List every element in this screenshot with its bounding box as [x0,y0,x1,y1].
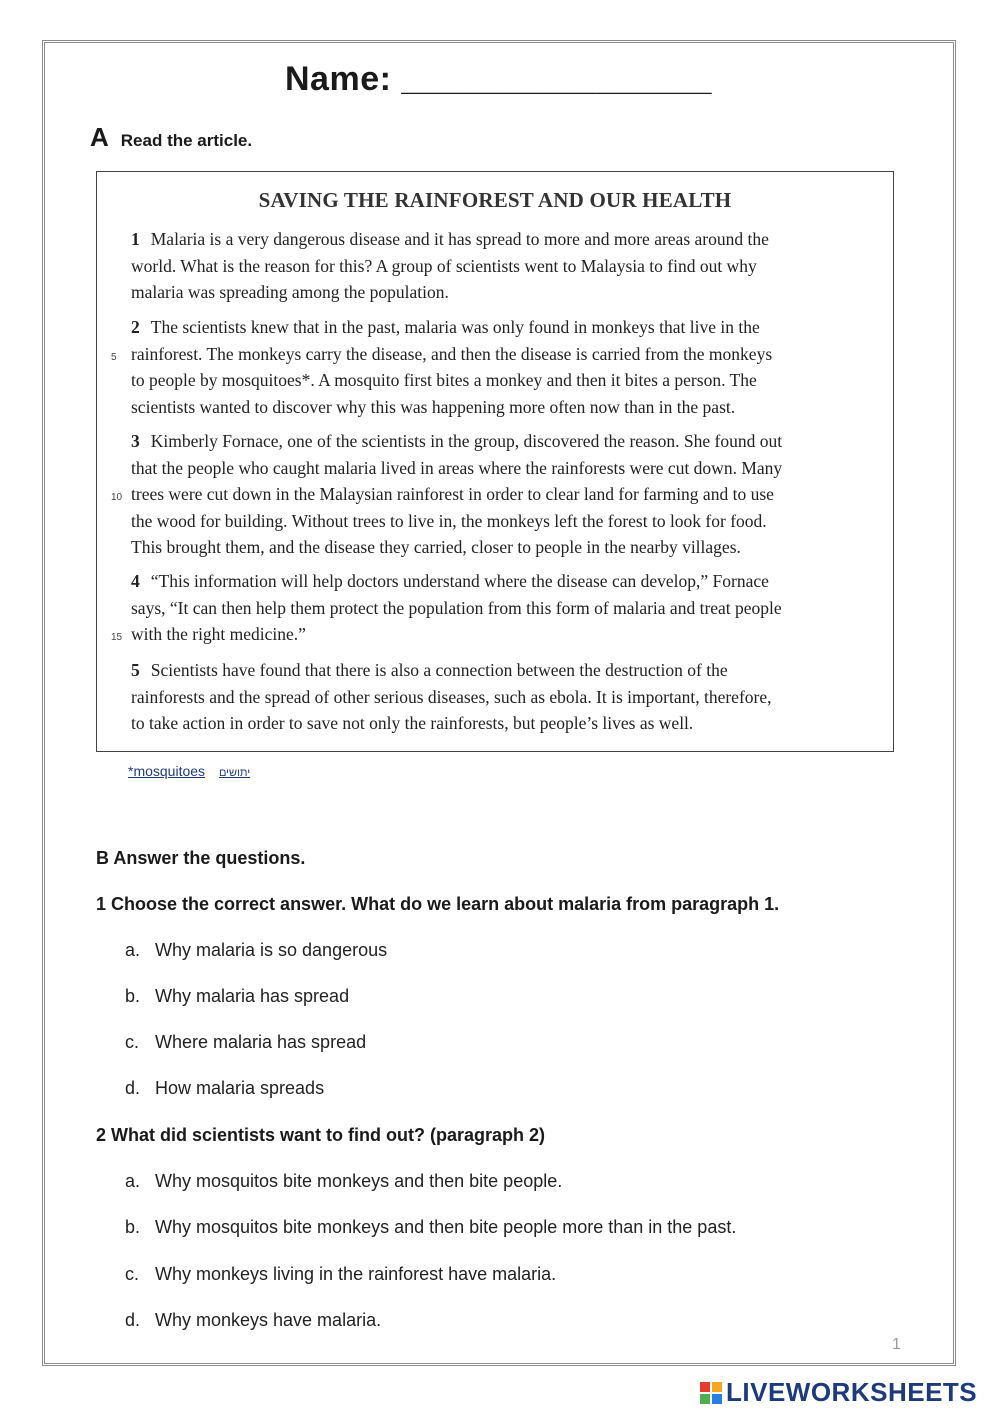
paragraph-line: scientists wanted to discover why this was happening more often now than in the past. [131,396,736,417]
section-letter: A [90,122,109,152]
option-label: a. [125,1171,141,1191]
article-box [96,171,894,752]
option-label: c. [125,1032,140,1052]
logo-square [700,1382,710,1392]
section-instruction: Read the article. [120,131,253,150]
paragraph-line: the wood for building. Without trees to live in, the monkeys left the forest to look for food. [131,510,767,531]
paragraph-line: Kimberly Fornace, one of the scientists in the group, discovered the reason. She found out [150,431,783,451]
page-number: 1 [892,1336,901,1353]
paragraph-line: malaria was spreading among the population. [131,282,449,302]
footnote-translation: יתושים [218,767,251,779]
option-label: b. [125,986,141,1006]
option-label: b. [125,1217,141,1237]
question-2: 2 What did scientists want to find out? (paragraph 2) [96,1125,546,1145]
article-paragraph-3 [131,428,876,561]
paragraph-line: rainforest. The monkeys carry the disease, and then the disease is carried from the monkeys [131,343,773,364]
paragraph-line: This brought them, and the disease they carried, closer to people in the nearby villages. [131,537,741,557]
paragraph-line: The scientists knew that in the past, malaria was only found in monkeys that live in the [150,317,760,337]
option-label: a. [125,940,141,960]
paragraph-line: rainforests and the spread of other serious diseases, such as ebola. It is important, therefore, [131,686,772,707]
option-label: c. [125,1264,140,1284]
option-text: Why monkeys living in the rainforest have malaria. [155,1264,557,1284]
question-1: 1 Choose the correct answer. What do we learn about malaria from paragraph 1. [96,894,780,914]
option-text: Where malaria has spread [155,1032,367,1052]
option-text: Why mosquitos bite monkeys and then bite people more than in the past. [155,1217,737,1237]
article-paragraph-4 [131,568,876,648]
section-a-heading [90,122,252,153]
brand-name: LIVEWORKSHEETS [726,1377,978,1407]
article-paragraph-1 [131,226,876,306]
answer-option[interactable] [125,1171,562,1192]
answer-option[interactable] [125,1264,556,1285]
paragraph-number: 5 [131,660,140,680]
paragraph-line: with the right medicine.” [131,624,306,644]
section-b-heading: B Answer the questions. [96,848,306,868]
option-label: d. [125,1310,141,1330]
line-number-15: 15 [111,632,123,643]
paragraph-number: 2 [131,317,140,337]
name-field-label: Name: ________________ [285,60,712,98]
answer-option[interactable] [125,1310,381,1331]
paragraph-line: to people by mosquitoes*. A mosquito first bites a monkey and then it bites a person. The [131,370,757,390]
paragraph-line: world. What is the reason for this? A group of scientists went to Malaysia to find out why [131,255,757,276]
answer-option[interactable] [125,940,387,961]
logo-square [712,1394,722,1404]
liveworksheets-logo[interactable] [700,1377,977,1408]
paragraph-number: 1 [131,229,140,249]
paragraph-line: trees were cut down in the Malaysian rainforest in order to clear land for farming and to use [131,484,774,504]
paragraph-line: that the people who caught malaria lived in areas where the rainforests were cut down. Many [131,457,783,478]
article-paragraph-2 [131,314,876,420]
answer-option[interactable] [125,986,349,1007]
paragraph-number: 3 [131,431,140,451]
option-label: d. [125,1078,141,1098]
line-number-5: 5 [111,352,117,363]
logo-square [700,1394,710,1404]
logo-square [712,1382,722,1392]
answer-option[interactable] [125,1078,324,1099]
paragraph-line: “This information will help doctors understand where the disease can develop,” Fornace [150,571,769,591]
option-text: Why monkeys have malaria. [155,1310,382,1330]
footnote [128,763,250,779]
paragraph-line: to take action in order to save not only the rainforests, but people’s lives as well. [131,713,694,733]
article-title: SAVING THE RAINFOREST AND OUR HEALTH [258,188,732,212]
paragraph-line: Scientists have found that there is also a connection between the destruction of the [150,660,728,680]
option-text: Why malaria has spread [155,986,350,1006]
option-text: Why mosquitos bite monkeys and then bite people. [155,1171,563,1191]
option-text: How malaria spreads [155,1078,325,1098]
answer-option[interactable] [125,1032,366,1053]
paragraph-line: says, “It can then help them protect the population from this form of malaria and treat people [131,597,782,618]
article-paragraph-5 [131,657,876,737]
paragraph-line: Malaria is a very dangerous disease and it has spread to more and more areas around the [150,229,769,249]
footnote-term: *mosquitoes [128,763,206,779]
line-number-10: 10 [111,492,123,503]
option-text: Why malaria is so dangerous [155,940,388,960]
paragraph-number: 4 [131,571,140,591]
answer-option[interactable] [125,1217,736,1238]
brand-icon [700,1382,722,1404]
